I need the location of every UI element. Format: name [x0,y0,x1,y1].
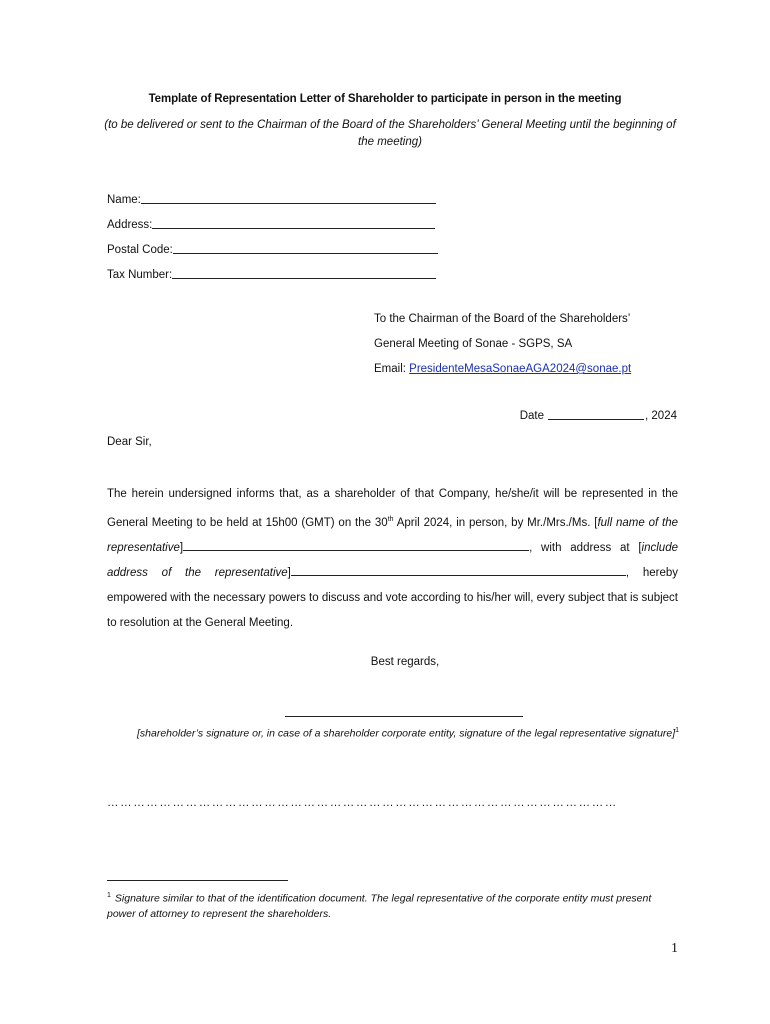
name-field[interactable] [107,190,447,206]
email-label: Email: [374,363,410,375]
tax-number-field[interactable] [107,265,447,281]
representative-address-placeholder: include address of the representative [107,541,678,579]
representative-address-line[interactable] [291,564,626,576]
representative-name-placeholder: full name of the representative [107,516,678,554]
body-text-part: The herein undersigned informs that, as a shareholder of that Company, he/she/it will be represented in the General Meeting to be held at 15h00 (GMT) on the 30 [107,488,678,529]
postal-code-line [173,253,438,254]
recipient-line-2: General Meeting of Sonae - SGPS, SA [374,338,573,350]
recipient-line-1: To the Chairman of the Board of the Shareholders’ [374,313,631,325]
document-subtitle: (to be delivered or sent to the Chairman of the Board of the Shareholders’ General Meeting until the beginning of the meeting) [104,119,676,148]
document-title: Template of Representation Letter of Shareholder to participate in person in the meeting [148,93,622,105]
footnote-text: Signature similar to that of the identification document. The legal representative of the corporate entity must present power of attorney to represent the shareholders. [107,892,652,920]
signature-line[interactable] [285,716,523,717]
signature-caption [137,727,697,740]
body-text-part: April 2024, in person, by Mr./Mrs./Ms. [ [393,516,598,529]
body-text-part: , with address at [ [529,541,642,554]
name-label: Name: [107,194,141,206]
recipient-block [374,313,631,388]
postal-code-field[interactable] [107,240,447,256]
name-line [141,203,436,204]
footnote-ref: 1 [675,727,680,734]
body-text-part: , hereby empowered with the necessary powers to discuss and vote according to his/her will, every subject that is subject to resolution at the General Meeting. [107,566,678,629]
footnote-marker: 1 [107,892,111,899]
body-paragraph [107,482,678,636]
date-line[interactable] [520,410,677,422]
body-text-part: ] [287,566,291,579]
salutation: Dear Sir, [107,436,152,448]
signature-caption-text: [shareholder’s signature or, in case of a shareholder corporate entity, signature of the legal representative signature] [137,727,676,740]
footnote [107,888,681,922]
email-link[interactable]: PresidenteMesaSonaeAGA2024@sonae.pt [409,363,632,375]
page-number: 1 [671,941,678,956]
dotted-separator: ……………………………………………………………………………………………………… [107,797,618,809]
date-blank [548,419,644,420]
postal-code-label: Postal Code: [107,244,173,256]
body-text-part: ] [179,541,184,554]
footnote-rule [107,880,288,881]
tax-number-line [172,278,436,279]
tax-number-label: Tax Number: [107,269,173,281]
recipient-email-line [374,363,631,388]
address-label: Address: [107,219,153,231]
date-label: Date [519,410,545,422]
closing: Best regards, [370,656,440,668]
body-superscript: th [387,516,394,523]
representative-name-line[interactable] [183,539,529,551]
address-field[interactable] [107,215,447,231]
address-line [152,228,435,229]
date-year: , 2024 [645,410,677,422]
